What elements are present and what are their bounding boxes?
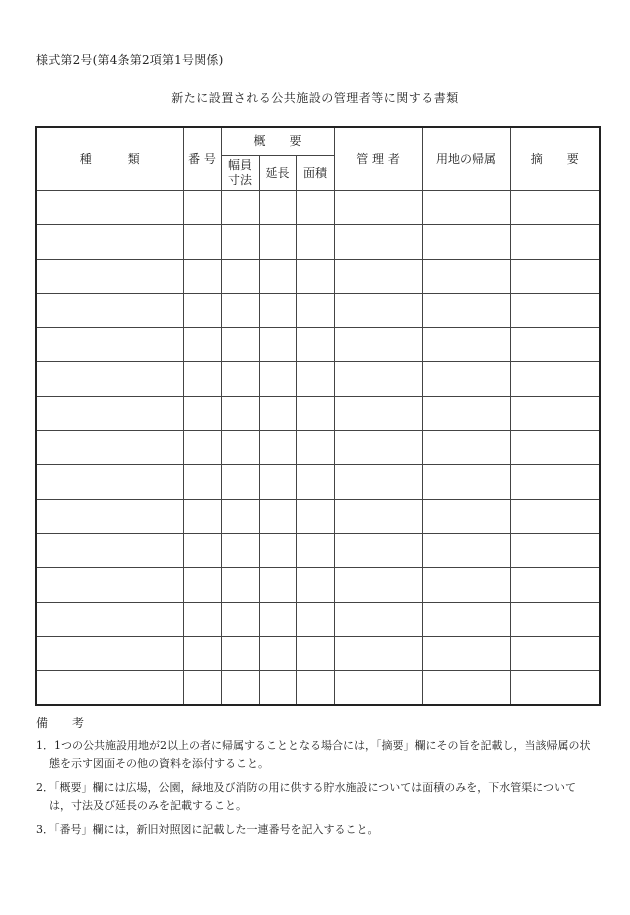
cell-area[interactable] [296, 259, 334, 293]
cell-length[interactable] [259, 225, 296, 259]
cell-kind[interactable] [36, 259, 183, 293]
table-row [36, 636, 600, 670]
cell-manager[interactable] [334, 533, 422, 567]
cell-manager[interactable] [334, 191, 422, 225]
cell-width-size[interactable] [221, 533, 259, 567]
cell-number[interactable] [183, 191, 221, 225]
cell-width-size[interactable] [221, 636, 259, 670]
table-row [36, 499, 600, 533]
cell-width-size[interactable] [221, 602, 259, 636]
cell-kind[interactable] [36, 225, 183, 259]
cell-manager[interactable] [334, 465, 422, 499]
cell-kind[interactable] [36, 431, 183, 465]
cell-manager[interactable] [334, 225, 422, 259]
table-row [36, 568, 600, 602]
cell-width-size[interactable] [221, 671, 259, 706]
cell-width-size[interactable] [221, 362, 259, 396]
cell-land-belonging[interactable] [422, 362, 510, 396]
table-row [36, 225, 600, 259]
cell-number[interactable] [183, 431, 221, 465]
cell-area[interactable] [296, 602, 334, 636]
remarks-heading: 備 考 [36, 716, 85, 730]
cell-area[interactable] [296, 431, 334, 465]
cell-width-size[interactable] [221, 293, 259, 327]
cell-kind[interactable] [36, 568, 183, 602]
header-manager: 管 理 者 [334, 127, 422, 191]
document-title: 新たに設置される公共施設の管理者等に関する書類 [171, 91, 459, 105]
cell-number[interactable] [183, 293, 221, 327]
header-area: 面積 [296, 156, 334, 191]
cell-land-belonging[interactable] [422, 671, 510, 706]
cell-length[interactable] [259, 328, 296, 362]
cell-number[interactable] [183, 396, 221, 430]
cell-manager[interactable] [334, 328, 422, 362]
table-row [36, 465, 600, 499]
cell-remarks[interactable] [510, 191, 600, 225]
cell-remarks[interactable] [510, 362, 600, 396]
header-remarks: 摘 要 [510, 127, 600, 191]
cell-length[interactable] [259, 533, 296, 567]
notes-list [36, 737, 598, 845]
cell-land-belonging[interactable] [422, 191, 510, 225]
cell-area[interactable] [296, 568, 334, 602]
cell-number[interactable] [183, 568, 221, 602]
table-row [36, 328, 600, 362]
cell-manager[interactable] [334, 362, 422, 396]
cell-remarks[interactable] [510, 602, 600, 636]
cell-width-size[interactable] [221, 499, 259, 533]
table-row [36, 396, 600, 430]
facility-register-table [35, 126, 601, 706]
cell-number[interactable] [183, 533, 221, 567]
cell-length[interactable] [259, 431, 296, 465]
cell-number[interactable] [183, 259, 221, 293]
cell-kind[interactable] [36, 671, 183, 706]
cell-length[interactable] [259, 465, 296, 499]
note-item: 1．1つの公共施設用地が2以上の者に帰属することとなる場合には，「摘要」欄にその旨を記載し，当該帰属の状態を示す図面その他の資料を添付すること。 [36, 739, 591, 770]
cell-land-belonging[interactable] [422, 636, 510, 670]
cell-width-size[interactable] [221, 259, 259, 293]
cell-manager[interactable] [334, 671, 422, 706]
cell-width-size[interactable] [221, 431, 259, 465]
header-land-belonging: 用地の帰属 [422, 127, 510, 191]
cell-kind[interactable] [36, 293, 183, 327]
cell-length[interactable] [259, 568, 296, 602]
cell-land-belonging[interactable] [422, 568, 510, 602]
cell-remarks[interactable] [510, 293, 600, 327]
cell-land-belonging[interactable] [422, 259, 510, 293]
cell-manager[interactable] [334, 499, 422, 533]
cell-land-belonging[interactable] [422, 602, 510, 636]
cell-remarks[interactable] [510, 465, 600, 499]
cell-manager[interactable] [334, 636, 422, 670]
cell-land-belonging[interactable] [422, 533, 510, 567]
cell-manager[interactable] [334, 431, 422, 465]
header-number: 番 号 [183, 127, 221, 191]
table-row [36, 191, 600, 225]
table-row [36, 533, 600, 567]
cell-area[interactable] [296, 396, 334, 430]
cell-width-size[interactable] [221, 225, 259, 259]
cell-length[interactable] [259, 362, 296, 396]
cell-length[interactable] [259, 602, 296, 636]
cell-land-belonging[interactable] [422, 499, 510, 533]
table-row [36, 602, 600, 636]
header-overview: 概 要 [221, 127, 334, 156]
table-row [36, 431, 600, 465]
cell-area[interactable] [296, 533, 334, 567]
cell-number[interactable] [183, 636, 221, 670]
cell-number[interactable] [183, 602, 221, 636]
note-item: 3．「番号」欄には，新旧対照図に記載した一連番号を記入すること。 [36, 823, 379, 836]
header-length: 延長 [259, 156, 296, 191]
cell-area[interactable] [296, 293, 334, 327]
cell-area[interactable] [296, 671, 334, 706]
cell-manager[interactable] [334, 602, 422, 636]
table-row [36, 671, 600, 706]
cell-length[interactable] [259, 499, 296, 533]
cell-number[interactable] [183, 671, 221, 706]
cell-area[interactable] [296, 362, 334, 396]
cell-area[interactable] [296, 499, 334, 533]
cell-kind[interactable] [36, 636, 183, 670]
cell-width-size[interactable] [221, 191, 259, 225]
table-body [36, 191, 600, 706]
cell-remarks[interactable] [510, 225, 600, 259]
cell-number[interactable] [183, 362, 221, 396]
cell-manager[interactable] [334, 259, 422, 293]
cell-remarks[interactable] [510, 328, 600, 362]
cell-width-size[interactable] [221, 568, 259, 602]
cell-kind[interactable] [36, 362, 183, 396]
cell-kind[interactable] [36, 191, 183, 225]
cell-width-size[interactable] [221, 396, 259, 430]
cell-land-belonging[interactable] [422, 431, 510, 465]
cell-land-belonging[interactable] [422, 396, 510, 430]
table-row [36, 259, 600, 293]
cell-area[interactable] [296, 191, 334, 225]
cell-kind[interactable] [36, 533, 183, 567]
cell-number[interactable] [183, 225, 221, 259]
cell-kind[interactable] [36, 602, 183, 636]
cell-length[interactable] [259, 191, 296, 225]
header-kind: 種 類 [36, 127, 183, 191]
cell-length[interactable] [259, 636, 296, 670]
cell-area[interactable] [296, 636, 334, 670]
cell-remarks[interactable] [510, 568, 600, 602]
cell-remarks[interactable] [510, 499, 600, 533]
cell-width-size[interactable] [221, 328, 259, 362]
cell-number[interactable] [183, 328, 221, 362]
cell-kind[interactable] [36, 396, 183, 430]
form-id: 様式第2号(第4条第2項第1号関係) [36, 53, 224, 67]
cell-remarks[interactable] [510, 533, 600, 567]
cell-area[interactable] [296, 465, 334, 499]
cell-number[interactable] [183, 465, 221, 499]
cell-number[interactable] [183, 499, 221, 533]
cell-width-size[interactable] [221, 465, 259, 499]
cell-remarks[interactable] [510, 259, 600, 293]
cell-kind[interactable] [36, 465, 183, 499]
cell-length[interactable] [259, 396, 296, 430]
cell-remarks[interactable] [510, 671, 600, 706]
cell-kind[interactable] [36, 499, 183, 533]
cell-remarks[interactable] [510, 431, 600, 465]
cell-manager[interactable] [334, 396, 422, 430]
table-row [36, 362, 600, 396]
cell-area[interactable] [296, 225, 334, 259]
cell-remarks[interactable] [510, 396, 600, 430]
cell-land-belonging[interactable] [422, 225, 510, 259]
cell-remarks[interactable] [510, 636, 600, 670]
cell-length[interactable] [259, 259, 296, 293]
cell-kind[interactable] [36, 328, 183, 362]
cell-land-belonging[interactable] [422, 328, 510, 362]
cell-land-belonging[interactable] [422, 293, 510, 327]
cell-land-belonging[interactable] [422, 465, 510, 499]
cell-length[interactable] [259, 293, 296, 327]
cell-manager[interactable] [334, 293, 422, 327]
cell-length[interactable] [259, 671, 296, 706]
table-row [36, 293, 600, 327]
cell-manager[interactable] [334, 568, 422, 602]
cell-area[interactable] [296, 328, 334, 362]
header-width-size: 幅員寸法 [221, 156, 259, 191]
note-item: 2．「概要」欄には広場，公園，緑地及び消防の用に供する貯水施設については面積のみを，下水管渠については，寸法及び延長のみを記載すること。 [36, 781, 577, 812]
